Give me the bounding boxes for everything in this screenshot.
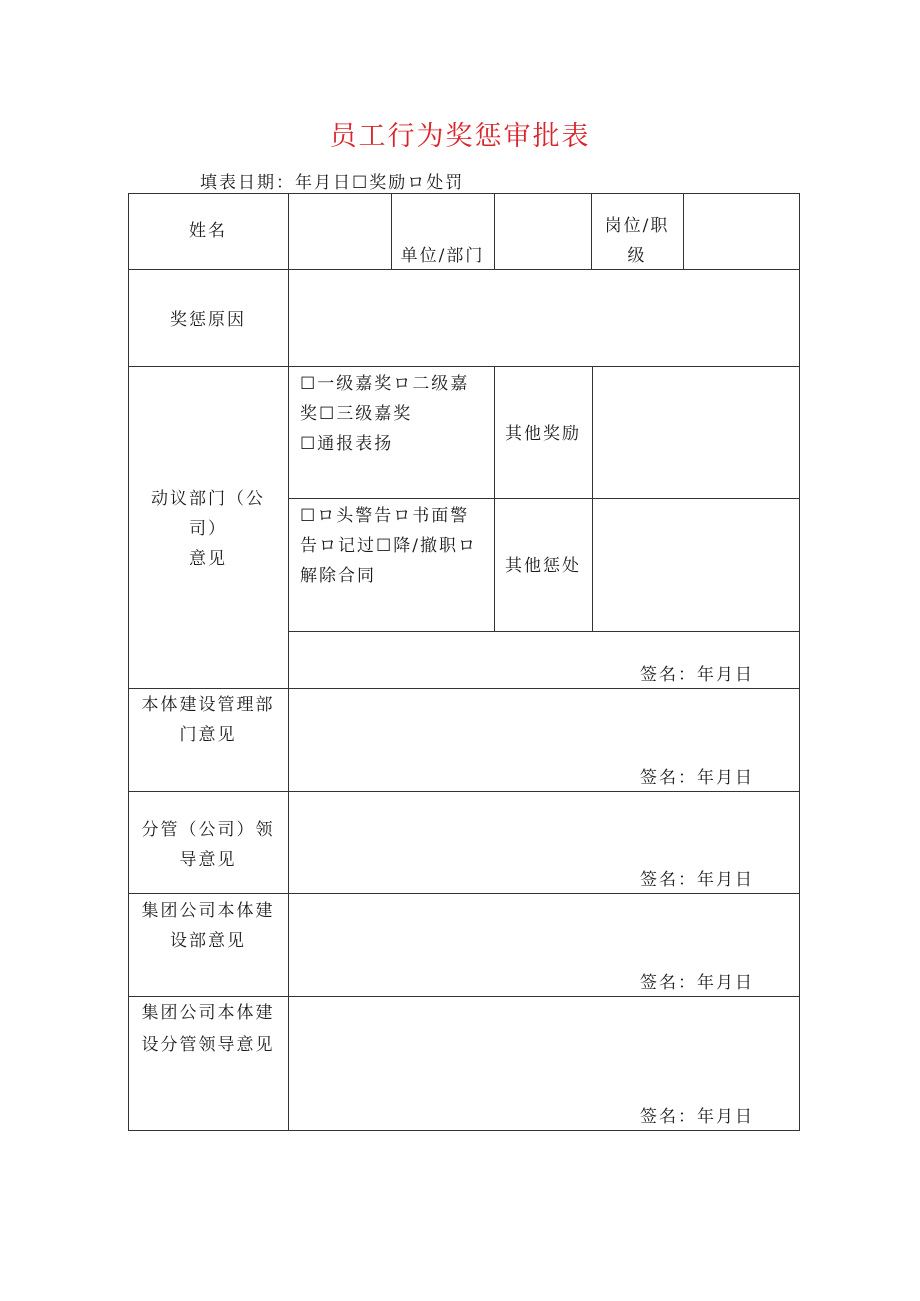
- row-divider: [128, 366, 800, 367]
- fill-date-line: 填表日期：年月日☐奖励ロ处罚: [200, 173, 465, 193]
- reward-option-line[interactable]: ☐通报表扬: [300, 434, 394, 454]
- group-leader-label-line2: 设分管领导意见: [141, 1035, 275, 1055]
- column-divider: [592, 366, 593, 632]
- proposal-label-line3: 意见: [189, 549, 227, 569]
- column-divider: [494, 366, 495, 632]
- proposal-label-line1: 动议部门（公: [151, 489, 265, 509]
- penalty-option-line[interactable]: 告ロ记过☐降/撤职ロ: [300, 536, 477, 556]
- post-label-line2: 级: [627, 246, 647, 266]
- other-penalty-label: 其他惩处: [505, 556, 581, 576]
- form-title: 员工行为奖惩审批表: [329, 121, 591, 152]
- mgmt-signature: 签名：年月日: [640, 768, 754, 788]
- mgmt-label-line1: 本体建设管理部: [141, 695, 275, 715]
- column-divider: [494, 193, 495, 270]
- leader-label-line1: 分管（公司）领: [141, 820, 275, 840]
- reward-option-line[interactable]: ☐一级嘉奖ロ二级嘉: [300, 374, 470, 394]
- proposal-signature: 签名：年月日: [640, 665, 754, 685]
- post-label-line1: 岗位/职: [604, 216, 670, 236]
- column-divider: [288, 193, 289, 1131]
- proposal-label-line2: 司）: [189, 519, 227, 539]
- leader-signature: 签名：年月日: [640, 870, 754, 890]
- reward-option-line[interactable]: 奖☐三级嘉奖: [300, 404, 413, 424]
- reason-label: 奖惩原因: [170, 310, 246, 330]
- leader-label-line2: 导意见: [179, 850, 237, 870]
- group-leader-signature: 签名：年月日: [640, 1107, 754, 1127]
- table-border-right: [799, 193, 800, 1131]
- row-divider: [288, 631, 800, 632]
- table-border-top: [128, 193, 800, 194]
- mgmt-label-line2: 门意见: [179, 725, 237, 745]
- penalty-option-line[interactable]: 解除合同: [300, 566, 376, 586]
- penalty-option-line[interactable]: ☐ロ头警告ロ书面警: [300, 506, 470, 526]
- other-reward-label: 其他奖励: [505, 424, 581, 444]
- dept-label: 单位/部门: [400, 246, 485, 266]
- group-dept-label-line1: 集团公司本体建: [141, 901, 275, 921]
- name-label: 姓名: [189, 221, 227, 241]
- row-divider: [288, 498, 800, 499]
- group-dept-signature: 签名：年月日: [640, 973, 754, 993]
- column-divider: [683, 193, 684, 270]
- group-leader-label-line1: 集团公司本体建: [141, 1003, 275, 1023]
- group-dept-label-line2: 设部意见: [170, 931, 246, 951]
